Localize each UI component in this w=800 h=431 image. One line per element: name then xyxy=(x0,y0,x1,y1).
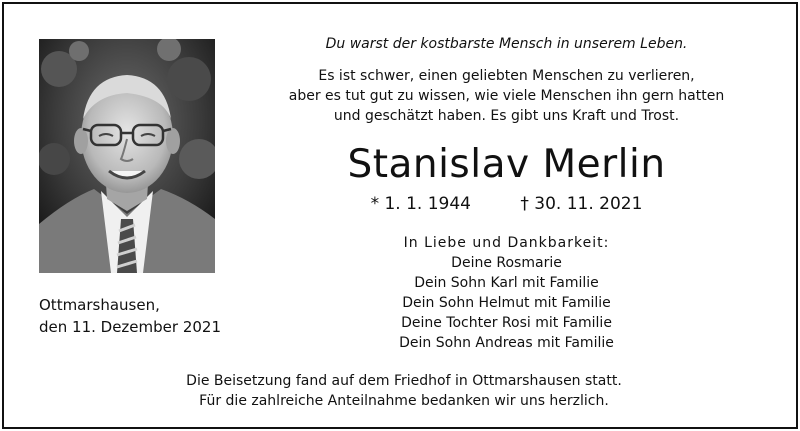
motto: Du warst der kostbarste Mensch in unserem Leben. xyxy=(325,36,688,52)
birth-date: * 1. 1. 1944 xyxy=(370,194,471,214)
obituary-notice xyxy=(2,2,798,429)
mourners-heading: In Liebe und Dankbarkeit: xyxy=(403,235,610,251)
mourner-line: Deine Rosmarie xyxy=(451,255,562,271)
footer-text xyxy=(64,371,744,411)
footer-line: Die Beisetzung fand auf dem Friedhof in Ottmarshausen statt. xyxy=(186,373,622,389)
mourner-line: Dein Sohn Andreas mit Familie xyxy=(399,335,614,351)
deceased-name: Stanislav Merlin xyxy=(347,142,666,187)
footer-line: Für die zahlreiche Anteilnahme bedanken wir uns herzlich. xyxy=(199,393,609,409)
portrait-photo xyxy=(39,39,215,273)
intro-line: aber es tut gut zu wissen, wie viele Menschen ihn gern hatten xyxy=(288,88,725,104)
death-date: † 30. 11. 2021 xyxy=(520,194,643,214)
life-dates xyxy=(264,192,749,216)
place-text: Ottmarshausen, xyxy=(39,296,160,314)
date-text: den 11. Dezember 2021 xyxy=(39,318,221,336)
intro-line: Es ist schwer, einen geliebten Menschen zu verlieren, xyxy=(318,68,695,84)
intro-text xyxy=(264,66,749,126)
place-and-date xyxy=(39,294,221,338)
mourner-line: Dein Sohn Karl mit Familie xyxy=(414,275,599,291)
mourner-line: Dein Sohn Helmut mit Familie xyxy=(402,295,611,311)
mourner-line: Deine Tochter Rosi mit Familie xyxy=(401,315,612,331)
intro-line: und geschätzt haben. Es gibt uns Kraft und Trost. xyxy=(333,108,680,124)
mourners-block xyxy=(264,233,749,353)
